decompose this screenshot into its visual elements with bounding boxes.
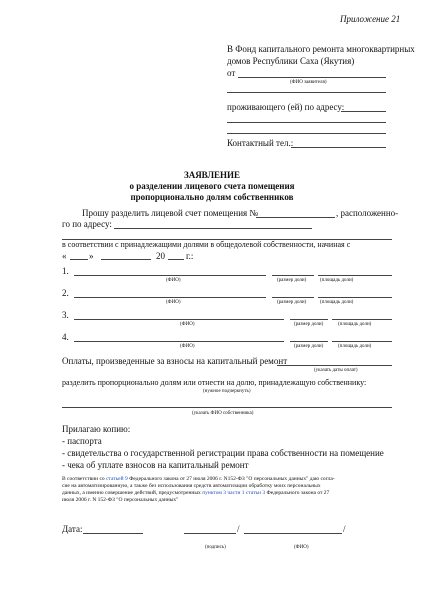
phone-field[interactable] (291, 147, 386, 148)
consent-text: Федерального закона от 27 (265, 490, 330, 496)
law-article-link[interactable]: статьей 9 (106, 476, 128, 482)
signature-date-field[interactable] (83, 533, 143, 534)
consent-line-3 (62, 490, 329, 497)
owner-1-share-caption: (размер доли) (277, 278, 307, 283)
signature-name-field[interactable] (244, 533, 342, 534)
document-subtitle-2: пропорционально долям собственников (130, 192, 294, 202)
start-month-field[interactable] (101, 259, 151, 260)
request-text-a: Прошу разделить лицевой счет помещения № (82, 208, 258, 218)
owner-name-caption: (указать ФИО собственника) (192, 411, 254, 416)
owner-3-share-caption: (размер доли) (294, 322, 324, 327)
owner-3-area-field[interactable] (332, 319, 392, 320)
room-number-field[interactable] (256, 217, 335, 218)
consent-text: Федерального закона от 27 июля 2006 г. N152-ФЗ "О персональных данных" даю согла- (127, 476, 335, 482)
request-text-c: го по адресу: (62, 219, 112, 229)
payment-dates-caption: (указать даты оплат) (314, 368, 358, 373)
owner-1-area-field[interactable] (318, 275, 392, 276)
applicant-extra-field[interactable] (227, 92, 386, 93)
owner-2-name-field[interactable] (74, 297, 266, 298)
owner-4-area-caption: (площадь доли) (338, 344, 372, 349)
owner-name-field[interactable] (62, 407, 392, 408)
consent-line-1 (62, 476, 335, 483)
property-address-field[interactable] (114, 228, 312, 229)
owner-4-share-field[interactable] (290, 341, 328, 342)
owner-3-share-field[interactable] (290, 319, 328, 320)
consent-text: данных, а именно совершение действий, предусмотренных (62, 490, 203, 496)
owner-3-number: 3. (62, 310, 69, 320)
year-suffix: г.: (186, 251, 194, 261)
year-prefix: 20 (156, 251, 165, 261)
owner-1-name-field[interactable] (74, 275, 266, 276)
consent-line-2: сие на автоматизированную, а также без использования средств автоматизации обработку моих персональных (62, 483, 321, 489)
date-open-quote: « (62, 251, 67, 261)
owner-2-area-field[interactable] (318, 297, 392, 298)
owner-3-name-field[interactable] (74, 319, 284, 320)
law-clause-link[interactable]: пунктом 3 (202, 490, 227, 496)
shares-text: в соответствии с принадлежащими долями в общедолевой собственности, начиная с (62, 240, 351, 249)
owner-2-share-field[interactable] (272, 297, 314, 298)
owner-2-share-caption: (размер доли) (277, 300, 307, 305)
owner-3-name-caption: (ФИО) (180, 322, 195, 327)
owner-4-number: 4. (62, 332, 69, 342)
owner-4-name-caption: (ФИО) (180, 344, 195, 349)
owner-2-name-caption: (ФИО) (166, 300, 181, 305)
payment-dates-field[interactable] (277, 365, 392, 366)
attachments-heading: Прилагаю копию: (62, 424, 131, 434)
owner-4-share-caption: (размер доли) (294, 344, 324, 349)
split-text: разделить пропорционально долям или отнести на долю, принадлежащую собственнику: (62, 378, 367, 387)
signature-caption: (подпись) (205, 545, 226, 550)
attachment-item-passport: - паспорта (62, 436, 102, 446)
appendix-label: Приложение 21 (340, 14, 401, 24)
owner-1-number: 1. (62, 266, 69, 276)
applicant-name-caption: (ФИО заявителя) (290, 80, 327, 85)
underline-caption: (нужное подчеркнуть) (203, 389, 251, 394)
signature-field[interactable] (184, 533, 236, 534)
address-field-2[interactable] (227, 122, 386, 123)
recipient-line-2: домов Республики Саха (Якутия) (227, 56, 355, 66)
owner-1-share-field[interactable] (272, 275, 314, 276)
owner-1-area-caption: (площадь доли) (320, 278, 354, 283)
address-field-3[interactable] (227, 133, 386, 134)
slash-1: / (237, 524, 240, 534)
owner-2-number: 2. (62, 288, 69, 298)
owner-1-name-caption: (ФИО) (166, 278, 181, 283)
date-label: Дата: (62, 524, 83, 534)
from-prefix: от (227, 68, 236, 78)
recipient-line-1: В Фонд капитального ремонта многоквартирных (227, 44, 415, 54)
owner-4-area-field[interactable] (332, 341, 392, 342)
phone-label: Контактный тел.: (227, 138, 294, 148)
applicant-name-field[interactable] (238, 77, 386, 78)
consent-text: В соответствии со (62, 476, 107, 482)
law-part-link[interactable]: части 1 статьи 3 (227, 490, 266, 496)
attachment-item-receipt: - чека об уплате взносов на капитальный ремонт (62, 460, 249, 470)
owner-2-area-caption: (площадь доли) (320, 300, 354, 305)
slash-2: / (343, 524, 346, 534)
payments-text: Оплаты, произведенные за взносы на капитальный ремонт (62, 356, 288, 366)
attachment-item-certificate: - свидетельства о государственной регистрации права собственности на помещение (62, 448, 384, 458)
owner-4-name-field[interactable] (74, 341, 284, 342)
document-subtitle-1: о разделении лицевого счета помещения (129, 181, 295, 191)
start-day-field[interactable] (70, 259, 88, 260)
document-title: ЗАЯВЛЕНИЕ (183, 170, 241, 180)
date-close-quote: » (89, 251, 94, 261)
owner-3-area-caption: (площадь доли) (338, 322, 372, 327)
residing-label: проживающего (ей) по адресу: (227, 102, 345, 112)
request-text-b: , расположенно- (336, 208, 399, 218)
consent-line-4: июля 2006 г. N 152-ФЗ "О персональных данных" (62, 497, 179, 503)
address-field-1[interactable] (341, 111, 386, 112)
name-caption: (ФИО) (294, 545, 309, 550)
start-year-field[interactable] (168, 259, 184, 260)
